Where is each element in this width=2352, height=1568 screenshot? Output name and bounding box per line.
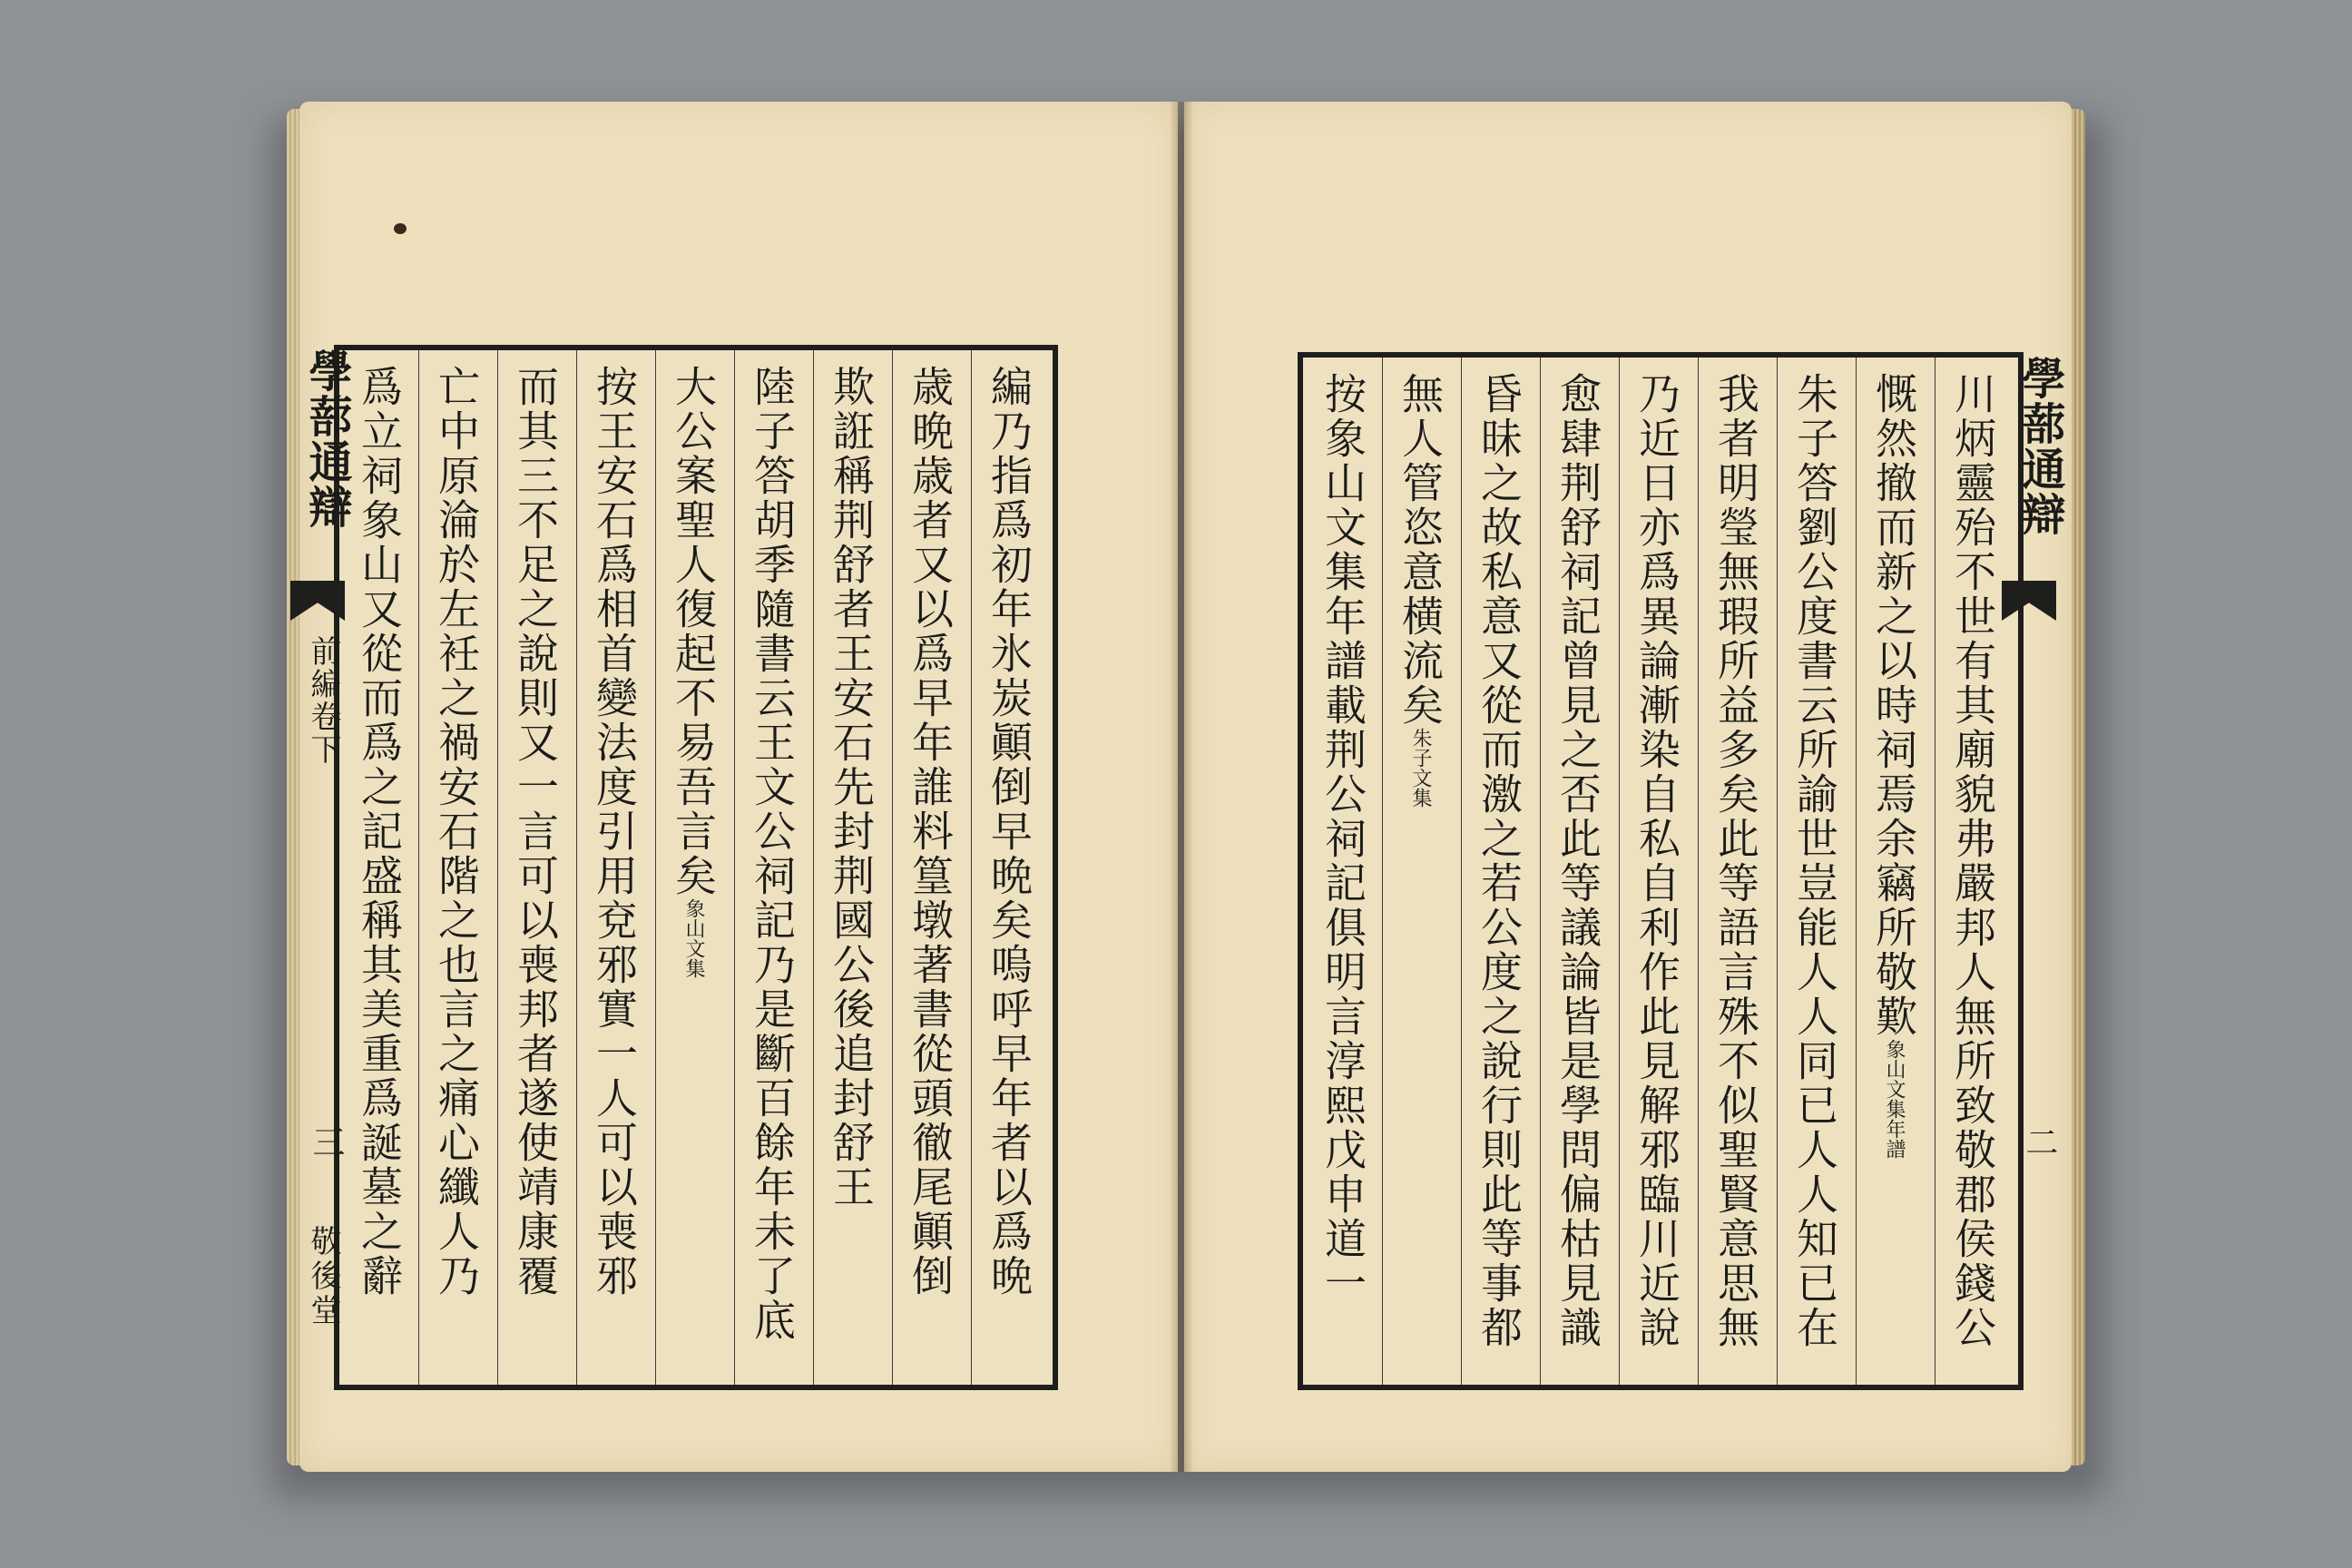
- text-column: 而其三不足之說則又一言可以喪邦者遂使靖康覆: [511, 365, 560, 1298]
- column-rule: [813, 350, 814, 1385]
- text-column: 愈肆荆舒祠記曾見之否此等議論皆是學問偏枯見識: [1553, 372, 1602, 1350]
- left-margin-volume: 前編卷下: [305, 635, 341, 766]
- column-rule: [1698, 358, 1699, 1385]
- text-column: 慨然撤而新之以時祠焉余竊所敬歎象山文集年譜: [1869, 372, 1918, 1159]
- column-rule: [655, 350, 656, 1385]
- ink-stain: [394, 223, 407, 234]
- column-rule: [1856, 358, 1857, 1385]
- text-column: 陸子答胡季隨書云王文公祠記乃是斷百餘年未了底: [748, 365, 797, 1343]
- column-rule: [892, 350, 893, 1385]
- text-column: 爲立祠象山又從而爲之記盛稱其美重爲誕墓之辭: [355, 365, 404, 1298]
- right-text-frame: [1298, 352, 2024, 1390]
- right-margin-title: 學蔀通辯: [2014, 356, 2065, 537]
- source-note: 象山文集: [682, 898, 705, 978]
- column-rule: [418, 350, 419, 1385]
- text-column: 乃近日亦爲異論漸染自私自利作此見解邪臨川近說: [1632, 372, 1681, 1350]
- text-column: 朱子答劉公度書云所諭世豈能人人同已人人知已在: [1790, 372, 1839, 1350]
- left-page-number: 三: [308, 1125, 345, 1158]
- column-rule: [1461, 358, 1462, 1385]
- column-rule: [1777, 358, 1778, 1385]
- source-note: 朱子文集: [1409, 728, 1432, 808]
- column-rule: [1540, 358, 1541, 1385]
- text-column: 歳晩歳者又以爲早年誰料篁墩著書從頭徹尾顚倒: [906, 365, 955, 1298]
- text-column: 欺誑稱荆舒者王安石先封荆國公後追封舒王: [827, 365, 876, 1210]
- column-rule: [1619, 358, 1620, 1385]
- text-column: 亡中原淪於左衽之禍安石階之也言之痛心纖人乃: [432, 365, 481, 1298]
- source-note: 象山文集年譜: [1883, 1039, 1906, 1159]
- text-column: 大公案聖人復起不易吾言矣象山文集: [669, 365, 718, 978]
- text-column: 我者明瑩無瑕所益多矣此等語言殊不似聖賢意思無: [1711, 372, 1760, 1350]
- book-gutter: [1171, 102, 1192, 1472]
- right-page-number: 二: [2021, 1125, 2058, 1158]
- left-margin-title: 學蔀通辯: [301, 348, 352, 530]
- column-rule: [1935, 358, 1936, 1385]
- column-rule: [1382, 358, 1383, 1385]
- column-rule: [971, 350, 972, 1385]
- column-rule: [576, 350, 577, 1385]
- text-column: 按王安石爲相首變法度引用兗邪實一人可以喪邪: [590, 365, 639, 1298]
- left-text-frame: [334, 345, 1058, 1390]
- text-column: 川炳靈殆不世有其廟貌弗嚴邦人無所致敬郡侯錢公: [1948, 372, 1997, 1350]
- text-column: 編乃指爲初年氷炭顚倒早晩矣嗚呼早年者以爲晩: [985, 365, 1034, 1298]
- text-column: 按象山文集年譜載荆公祠記俱明言淳熙戊申道一: [1318, 372, 1367, 1306]
- text-column: 昏昧之故私意又從而激之若公度之說行則此等事都: [1475, 372, 1524, 1350]
- text-column: 無人管恣意横流矣朱子文集: [1396, 372, 1445, 808]
- column-rule: [734, 350, 735, 1385]
- publisher-mark: 敬後堂: [305, 1225, 341, 1328]
- column-rule: [497, 350, 498, 1385]
